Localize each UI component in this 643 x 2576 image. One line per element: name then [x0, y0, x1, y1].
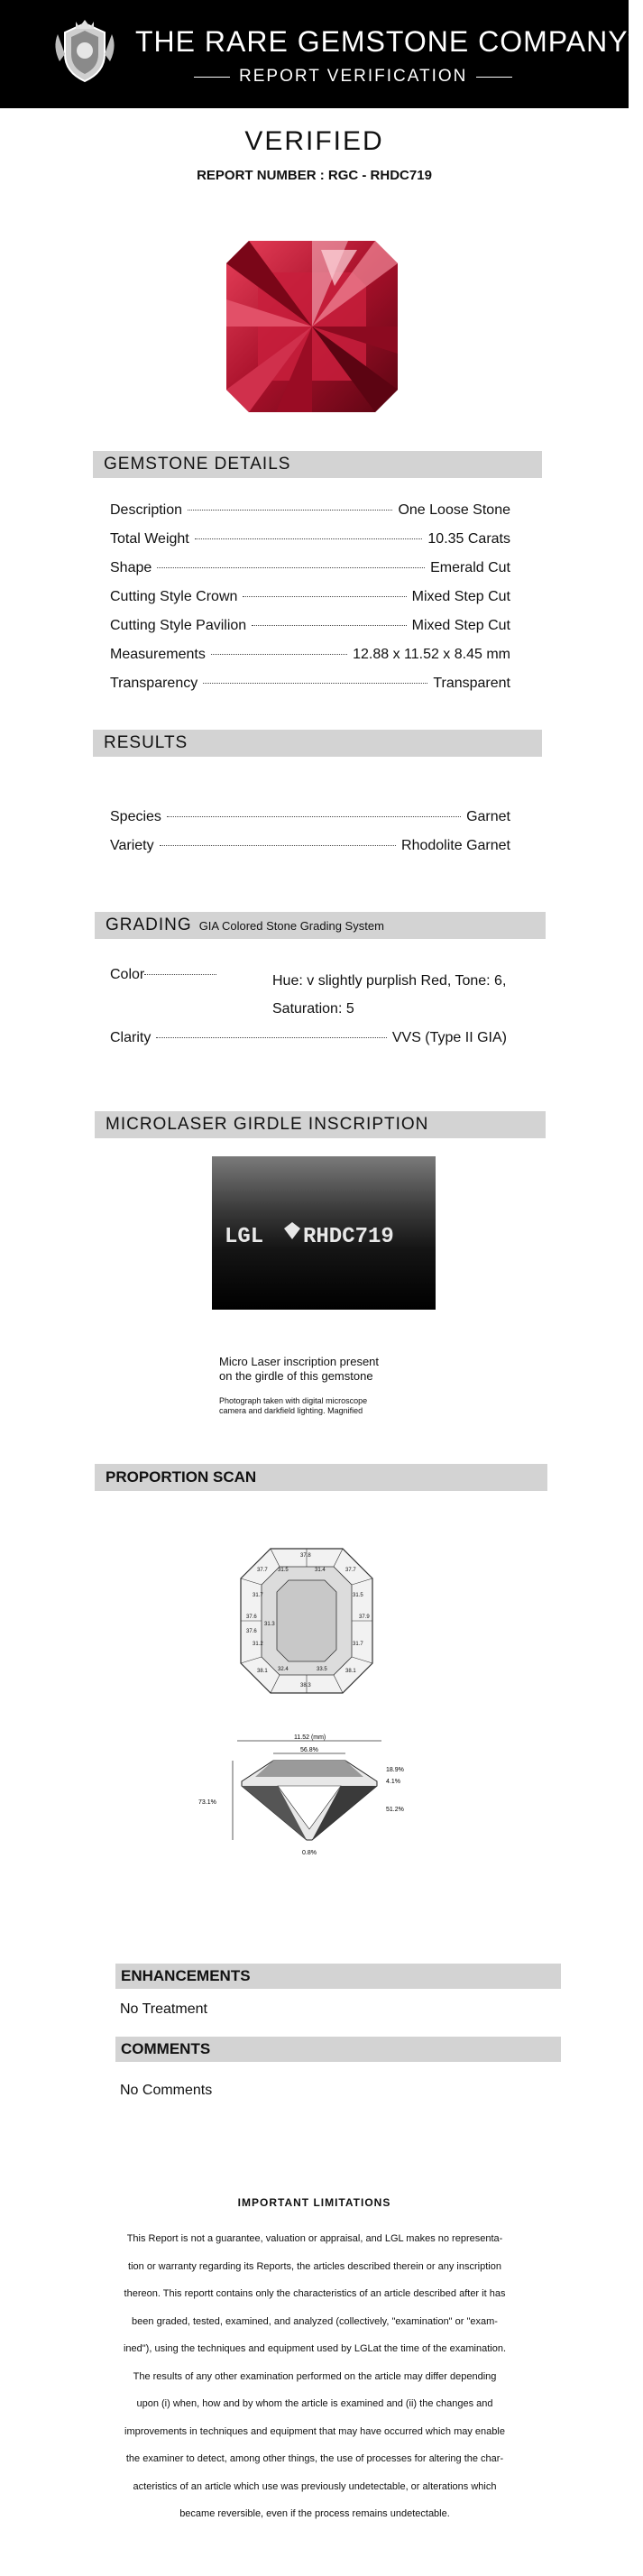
result-label: Species: [110, 809, 161, 824]
limitations-line: upon (i) when, how and by whom the article is examined and (ii) the changes and: [136, 2398, 493, 2409]
report-verification-subtitle: [194, 67, 512, 87]
enhancements-heading: ENHANCEMENTS: [115, 1964, 561, 1989]
limitations-line: been graded, tested, examined, and analyzed (collectively, "examination" or "exam-: [132, 2315, 498, 2327]
facet-label: 37.9: [359, 1615, 370, 1620]
inscription-photo-note: [219, 1396, 367, 1416]
result-value: Garnet: [466, 809, 510, 824]
result-row-species: [110, 809, 510, 829]
grading-title: GRADING: [106, 915, 192, 934]
limitations-text: [112, 2225, 518, 2528]
microlaser-heading: MICROLASER GIRDLE INSCRIPTION: [95, 1111, 546, 1138]
facet-label: 31.3: [264, 1622, 275, 1627]
proportion-side-view: [197, 1732, 422, 1867]
detail-label: Shape: [110, 560, 152, 575]
detail-value: 12.88 x 11.52 x 8.45 mm: [353, 647, 510, 662]
detail-label: Transparency: [110, 676, 198, 691]
detail-label: Cutting Style Crown: [110, 589, 238, 604]
grading-system: GIA Colored Stone Grading System: [198, 919, 384, 933]
limitations-heading: IMPORTANT LIMITATIONS: [237, 2196, 391, 2209]
facet-label: 31.2: [253, 1642, 263, 1647]
brand-name: [135, 25, 643, 59]
facet-label: 31.7: [253, 1593, 263, 1598]
facet-label: 38.1: [345, 1669, 356, 1674]
caption-line: on the girdle of this gemstone: [219, 1369, 373, 1383]
limitations-line: acteristics of an article which use was previously undetectable, or alterations which: [133, 2480, 497, 2492]
total-depth-label: 73.1%: [198, 1799, 216, 1806]
color-label-text: Color: [110, 967, 145, 982]
limitations-line: improvements in techniques and equipment that may have occurred which may enable: [124, 2425, 505, 2437]
facet-label: 38.3: [300, 1683, 311, 1688]
inscription-caption: [219, 1355, 379, 1384]
facet-label: 37.7: [345, 1568, 356, 1573]
color-label: [110, 967, 216, 983]
result-value: Rhodolite Garnet: [401, 838, 510, 853]
limitations-line: thereon. This reportt contains only the characteristics of an article described after it has: [124, 2288, 506, 2299]
subtitle-text: REPORT VERIFICATION: [239, 67, 468, 86]
culet-label: 0.8%: [302, 1850, 317, 1856]
facet-label: 37.7: [257, 1568, 268, 1573]
comments-value: No Comments: [120, 2083, 213, 2098]
facet-label: 37.8: [300, 1553, 311, 1559]
detail-value: Emerald Cut: [430, 560, 510, 575]
detail-label: Cutting Style Pavilion: [110, 618, 247, 633]
note-line: camera and darkfield lighting. Magnified: [219, 1406, 363, 1415]
table-label: 56.8%: [300, 1747, 318, 1753]
results-heading: RESULTS: [93, 730, 542, 757]
grading-heading: [95, 912, 546, 939]
proportion-top-view: [239, 1544, 374, 1697]
result-label: Variety: [110, 838, 154, 853]
detail-row-transparency: [110, 676, 510, 695]
limitations-line: the examiner to detect, among other things, the use of processes for altering the char-: [125, 2453, 504, 2464]
limitations-line: ined"), using the techniques and equipment used by LGLat the time of the examination.: [123, 2343, 506, 2354]
facet-label: 37.6: [246, 1629, 257, 1634]
facet-label: 37.6: [246, 1615, 257, 1620]
facet-label: 38.1: [257, 1669, 268, 1674]
detail-row-measurements: [110, 647, 510, 667]
facet-label: 31.5: [278, 1568, 289, 1573]
grading-clarity-row: [110, 1030, 507, 1050]
detail-value: Mixed Step Cut: [411, 589, 510, 604]
gemstone-details-heading: GEMSTONE DETAILS: [93, 451, 542, 478]
limitations-line: tion or warranty regarding its Reports, the articles described therein or any inscription: [128, 2260, 501, 2272]
pavilion-depth-label: 51.2%: [386, 1807, 404, 1813]
detail-label: Total Weight: [110, 531, 189, 547]
detail-value: Transparent: [433, 676, 510, 691]
limitations-line: The results of any other examination performed on the article may differ depending: [133, 2370, 497, 2382]
brand-text: THE RARE GEMSTONE COMPANY: [135, 25, 629, 58]
width-label: 11.52 (mm): [294, 1734, 326, 1741]
clarity-value: VVS (Type II GIA): [391, 1030, 507, 1045]
proportion-scan-heading: PROPORTION SCAN: [95, 1464, 547, 1491]
crest-logo-icon: [49, 16, 121, 88]
girdle-label: 4.1%: [386, 1779, 400, 1785]
detail-row-total-weight: [110, 531, 510, 551]
result-row-variety: [110, 838, 510, 858]
detail-value: Mixed Step Cut: [411, 618, 510, 633]
inscription-photo: [212, 1156, 436, 1310]
inscription-code: RHDC719: [303, 1225, 394, 1249]
note-line: Photograph taken with digital microscope: [219, 1396, 368, 1405]
detail-row-cutting-style-pavilion: [110, 618, 510, 638]
divider: [194, 77, 230, 78]
detail-row-cutting-style-crown: [110, 589, 510, 609]
verified-status: VERIFIED: [244, 126, 384, 156]
facet-label: 33.5: [317, 1667, 327, 1672]
detail-value: 10.35 Carats: [427, 531, 510, 547]
comments-heading: COMMENTS: [115, 2037, 561, 2062]
gemstone-photo: [222, 236, 402, 417]
detail-label: Measurements: [110, 647, 206, 662]
clarity-label: Clarity: [110, 1030, 152, 1045]
limitations-line: This Report is not a guarantee, valuation or appraisal, and LGL makes no representa-: [126, 2233, 503, 2244]
limitations-line: became reversible, even if the process remains undetectable.: [179, 2508, 450, 2519]
facet-label: 31.7: [353, 1642, 363, 1647]
facet-label: 32.4: [278, 1667, 289, 1672]
inscription-prefix: LGL: [225, 1225, 264, 1249]
report-number: REPORT NUMBER : RGC - RHDC719: [197, 168, 432, 183]
detail-row-shape: [110, 560, 510, 580]
caption-line: Micro Laser inscription present: [219, 1355, 380, 1368]
trademark-mark: TM: [628, 33, 643, 44]
detail-row-description: [110, 502, 510, 522]
detail-label: Description: [110, 502, 183, 518]
enhancements-value: No Treatment: [120, 2001, 207, 2017]
facet-label: 31.5: [353, 1593, 363, 1598]
facet-label: 31.4: [315, 1568, 326, 1573]
detail-value: One Loose Stone: [398, 502, 510, 518]
divider: [476, 77, 512, 78]
color-value: Hue: v slightly purplish Red, Tone: 6, Saturation: 5: [272, 973, 507, 1017]
site-header: [0, 0, 643, 108]
crown-height-label: 18.9%: [386, 1767, 404, 1773]
